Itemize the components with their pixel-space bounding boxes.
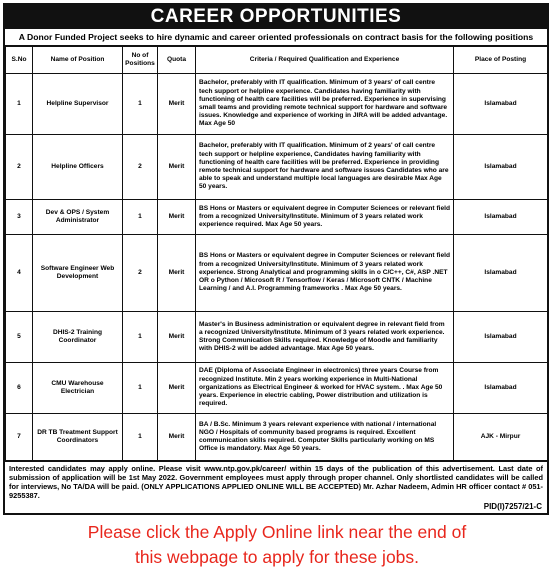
cell-sno: 5 <box>6 312 33 363</box>
intro-text: A Donor Funded Project seeks to hire dynamic and career oriented professionals on contract basis for the following positions <box>5 29 547 46</box>
cell-quota: Merit <box>158 74 196 135</box>
cell-sno: 3 <box>6 200 33 235</box>
cell-count: 1 <box>123 363 158 414</box>
cell-place: Islamabad <box>454 312 548 363</box>
cell-count: 1 <box>123 414 158 461</box>
table-row <box>6 414 548 461</box>
cell-place: Islamabad <box>454 74 548 135</box>
cell-criteria: BS Hons or Masters or equivalent degree in Computer Sciences or relevant field from a recognized University/Institute. Minimum of 3 years related work experience. Strong Analytical and programming skills in o C/C++, C#, ASP .NET OR o Python / Microsoft R / Tensorflow / Keras / Microsoft CNTK / Machine Learning / and A.I. Programming frameworks . Max Age 50 years. <box>196 235 454 312</box>
table-row <box>6 74 548 135</box>
cell-criteria: BA / B.Sc. Minimum 3 years relevant experience with national / international NGO / Hospitals of community based programs is required. Excellent communication skills required. Computer Skills particularly working on MS Office is mandatory. Max Age 50 years. <box>196 414 454 461</box>
cell-place: AJK - Mirpur <box>454 414 548 461</box>
cell-criteria: Master's in Business administration or equivalent degree in relevant field from a recognized University/Institute. Minimum of 3 years related work experience. Strong Communication Skills required. Knowledge of Moodle and familiarity with DHIS-2 will be added advantage. Max Age 50 years. <box>196 312 454 363</box>
cell-count: 1 <box>123 312 158 363</box>
cell-position: Software Engineer Web Development <box>33 235 123 312</box>
cell-criteria: BS Hons or Masters or equivalent degree in Computer Sciences or relevant field from a recognized University/Institute. Minimum of 3 years related work experience required. Max Age 50 years. <box>196 200 454 235</box>
cell-count: 2 <box>123 235 158 312</box>
header-criteria: Criteria / Required Qualification and Experience <box>196 47 454 74</box>
cell-quota: Merit <box>158 135 196 200</box>
header-count: No of Positions <box>123 47 158 74</box>
application-instructions: Interested candidates may apply online. Please visit www.ntp.gov.pk/career/ within 15 days of the publication of this advertisement. Last date of submission of application will be 1st May 2022. Government employees must apply through proper channel. Only shortlisted candidates will be called for interviews, No TA/DA will be paid. (ONLY APPLICATIONS APPLIED ONLINE WILL BE ACCEPTED) Mr. Azhar Nadeem, Admin HR officer contact # 051-9255387. <box>5 461 547 502</box>
cell-criteria: DAE (Diploma of Associate Engineer in electronics) three years Course from recognized Institute. Min 2 years working experience in Multi-National organizations as Electrical Engineer & worked for HVAC system. . Max Age 50 years. Experience in electric cabling, Power distribution and utilization is required. <box>196 363 454 414</box>
cell-position: DR TB Treatment Support Coordinators <box>33 414 123 461</box>
cell-sno: 4 <box>6 235 33 312</box>
cell-quota: Merit <box>158 312 196 363</box>
cell-sno: 6 <box>6 363 33 414</box>
apply-online-notice <box>0 520 554 570</box>
publication-id: PID(I)7257/21-C <box>483 502 542 511</box>
cell-quota: Merit <box>158 363 196 414</box>
cell-position: Helpline Supervisor <box>33 74 123 135</box>
cell-position: DHIS-2 Training Coordinator <box>33 312 123 363</box>
table-row <box>6 200 548 235</box>
cell-quota: Merit <box>158 414 196 461</box>
positions-table <box>5 46 548 461</box>
job-advertisement <box>3 3 549 515</box>
header-quota: Quota <box>158 47 196 74</box>
table-header-row <box>6 47 548 74</box>
table-row <box>6 363 548 414</box>
cell-place: Islamabad <box>454 200 548 235</box>
page-title: CAREER OPPORTUNITIES <box>5 5 547 29</box>
cell-place: Islamabad <box>454 235 548 312</box>
cell-quota: Merit <box>158 235 196 312</box>
cell-place: Islamabad <box>454 135 548 200</box>
cell-position: Helpline Officers <box>33 135 123 200</box>
cell-criteria: Bachelor, preferably with IT qualification. Minimum of 2 years' of call centre tech support or helpline experience, Candidates having familiarity with functioning of health care facilities will be preferred. Experience in providing remote technical support for hardware and software issues Candidates who are able to speak and understand multiple local languages are desirable Max Age 50 years. <box>196 135 454 200</box>
cell-sno: 1 <box>6 74 33 135</box>
header-place: Place of Posting <box>454 47 548 74</box>
cell-place: Islamabad <box>454 363 548 414</box>
cell-count: 1 <box>123 74 158 135</box>
cell-criteria: Bachelor, preferably with IT qualification. Minimum of 3 years' of call centre tech support or helpline experience. Candidates having familiarity with functioning of health care facilities will be preferred. Experience in supervising small teams and providing remote technical support for hardware and software issues. Knowledge and experience of working in JIRA will be added advantage. Max Age 50 <box>196 74 454 135</box>
table-row <box>6 235 548 312</box>
cell-sno: 7 <box>6 414 33 461</box>
table-row <box>6 135 548 200</box>
cell-count: 1 <box>123 200 158 235</box>
cell-sno: 2 <box>6 135 33 200</box>
cell-quota: Merit <box>158 200 196 235</box>
header-sno: S.No <box>6 47 33 74</box>
cell-position: CMU Warehouse Electrician <box>33 363 123 414</box>
apply-notice-line-2: this webpage to apply for these jobs. <box>134 547 420 567</box>
cell-position: Dev & OPS / System Administrator <box>33 200 123 235</box>
cell-count: 2 <box>123 135 158 200</box>
apply-notice-line-1: Please click the Apply Online link near the end of <box>87 522 467 542</box>
header-position: Name of Position <box>33 47 123 74</box>
table-row <box>6 312 548 363</box>
